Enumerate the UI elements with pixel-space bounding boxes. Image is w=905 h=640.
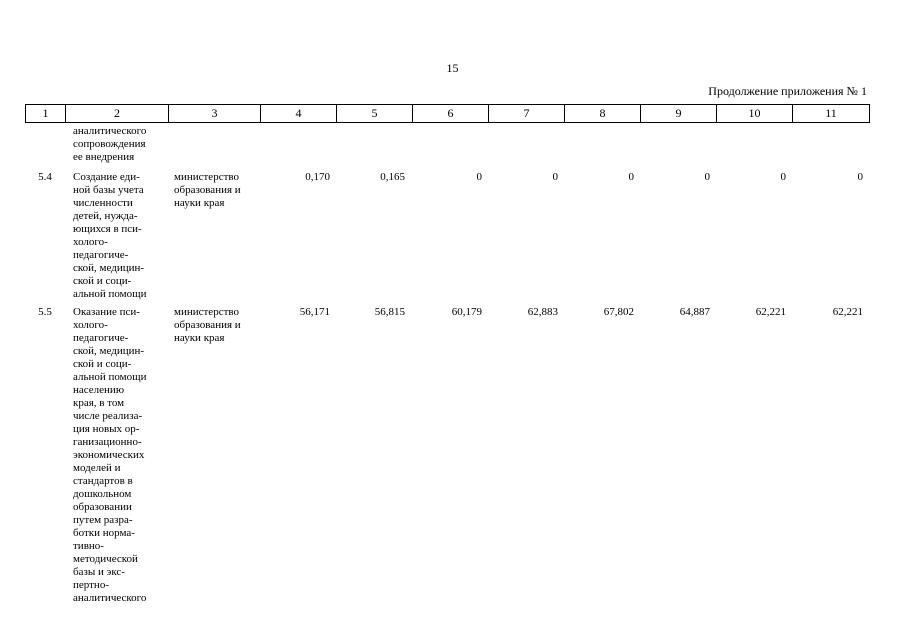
- text-line: путем разра-: [73, 514, 133, 526]
- text-line: ской и соци-: [73, 358, 132, 370]
- header-cell-2: 2: [66, 105, 169, 123]
- header-cell-6: 6: [413, 105, 489, 123]
- value-col-8: 67,802: [603, 306, 634, 318]
- header-cell-9: 9: [641, 105, 717, 123]
- text-line: науки края: [174, 332, 225, 344]
- text-line: образовании: [73, 501, 132, 513]
- value-col-6: 60,179: [451, 306, 482, 318]
- value-col-7: 0: [552, 171, 558, 183]
- value-col-9: 0: [704, 171, 710, 183]
- text-line: населению: [73, 384, 125, 396]
- text-line: альной помощи: [73, 371, 147, 383]
- value-col-5: 56,815: [374, 306, 405, 318]
- text-line: базы и экс-: [73, 566, 125, 578]
- text-line: образования и: [174, 184, 241, 196]
- value-col-7: 62,883: [527, 306, 558, 318]
- text-line: аналитического: [73, 125, 147, 137]
- text-line: альной помощи: [73, 288, 147, 300]
- row-description: [73, 171, 165, 301]
- row-executor: [174, 306, 262, 345]
- text-line: пертно-: [73, 579, 109, 591]
- column-number-header: [25, 104, 870, 123]
- text-line: ботки норма-: [73, 527, 135, 539]
- page-number: 15: [446, 61, 459, 75]
- text-line: педагогиче-: [73, 332, 129, 344]
- text-line: ской, медицин-: [73, 345, 145, 357]
- header-cell-7: 7: [489, 105, 565, 123]
- continuation-label: Продолжение приложения № 1: [708, 84, 867, 98]
- text-line: моделей и: [73, 462, 121, 474]
- text-line: ганизационно-: [73, 436, 142, 448]
- text-line: ской и соци-: [73, 275, 132, 287]
- text-line: ющихся в пси-: [73, 223, 142, 235]
- header-cell-10: 10: [717, 105, 793, 123]
- value-col-4: 0,170: [305, 171, 330, 183]
- value-col-8: 0: [628, 171, 634, 183]
- value-col-6: 0: [476, 171, 482, 183]
- text-line: аналитического: [73, 592, 147, 604]
- header-cell-1: 1: [26, 105, 66, 123]
- text-line: тивно-: [73, 540, 104, 552]
- value-col-9: 64,887: [679, 306, 710, 318]
- text-line: методической: [73, 553, 138, 565]
- header-cell-3: 3: [169, 105, 261, 123]
- text-line: дошкольном: [73, 488, 132, 500]
- value-col-11: 0: [857, 171, 863, 183]
- text-line: ее внедрения: [73, 151, 135, 163]
- text-line: ной базы учета: [73, 184, 144, 196]
- value-col-11: 62,221: [832, 306, 863, 318]
- text-line: сопровождения: [73, 138, 146, 150]
- row-id: 5.4: [38, 171, 52, 183]
- text-line: числе реализа-: [73, 410, 143, 422]
- text-line: экономических: [73, 449, 145, 461]
- row-description: [73, 306, 165, 605]
- text-line: стандартов в: [73, 475, 133, 487]
- row-executor: [174, 171, 262, 210]
- text-line: холого-: [73, 319, 108, 331]
- text-line: численности: [73, 197, 133, 209]
- text-line: ция новых ор-: [73, 423, 140, 435]
- value-col-5: 0,165: [380, 171, 405, 183]
- value-col-10: 62,221: [755, 306, 786, 318]
- text-line: образования и: [174, 319, 241, 331]
- text-line: детей, нужда-: [73, 210, 138, 222]
- row-id: 5.5: [38, 306, 52, 318]
- text-line: министерство: [174, 306, 240, 318]
- text-line: холого-: [73, 236, 108, 248]
- continuation-description: [73, 125, 165, 164]
- text-line: науки края: [174, 197, 225, 209]
- value-col-4: 56,171: [299, 306, 330, 318]
- header-cell-4: 4: [261, 105, 337, 123]
- header-cell-8: 8: [565, 105, 641, 123]
- header-cell-5: 5: [337, 105, 413, 123]
- text-line: Создание еди-: [73, 171, 140, 183]
- text-line: края, в том: [73, 397, 125, 409]
- text-line: министерство: [174, 171, 240, 183]
- text-line: педагогиче-: [73, 249, 129, 261]
- value-col-10: 0: [780, 171, 786, 183]
- header-cell-11: 11: [793, 105, 870, 123]
- text-line: Оказание пси-: [73, 306, 140, 318]
- text-line: ской, медицин-: [73, 262, 145, 274]
